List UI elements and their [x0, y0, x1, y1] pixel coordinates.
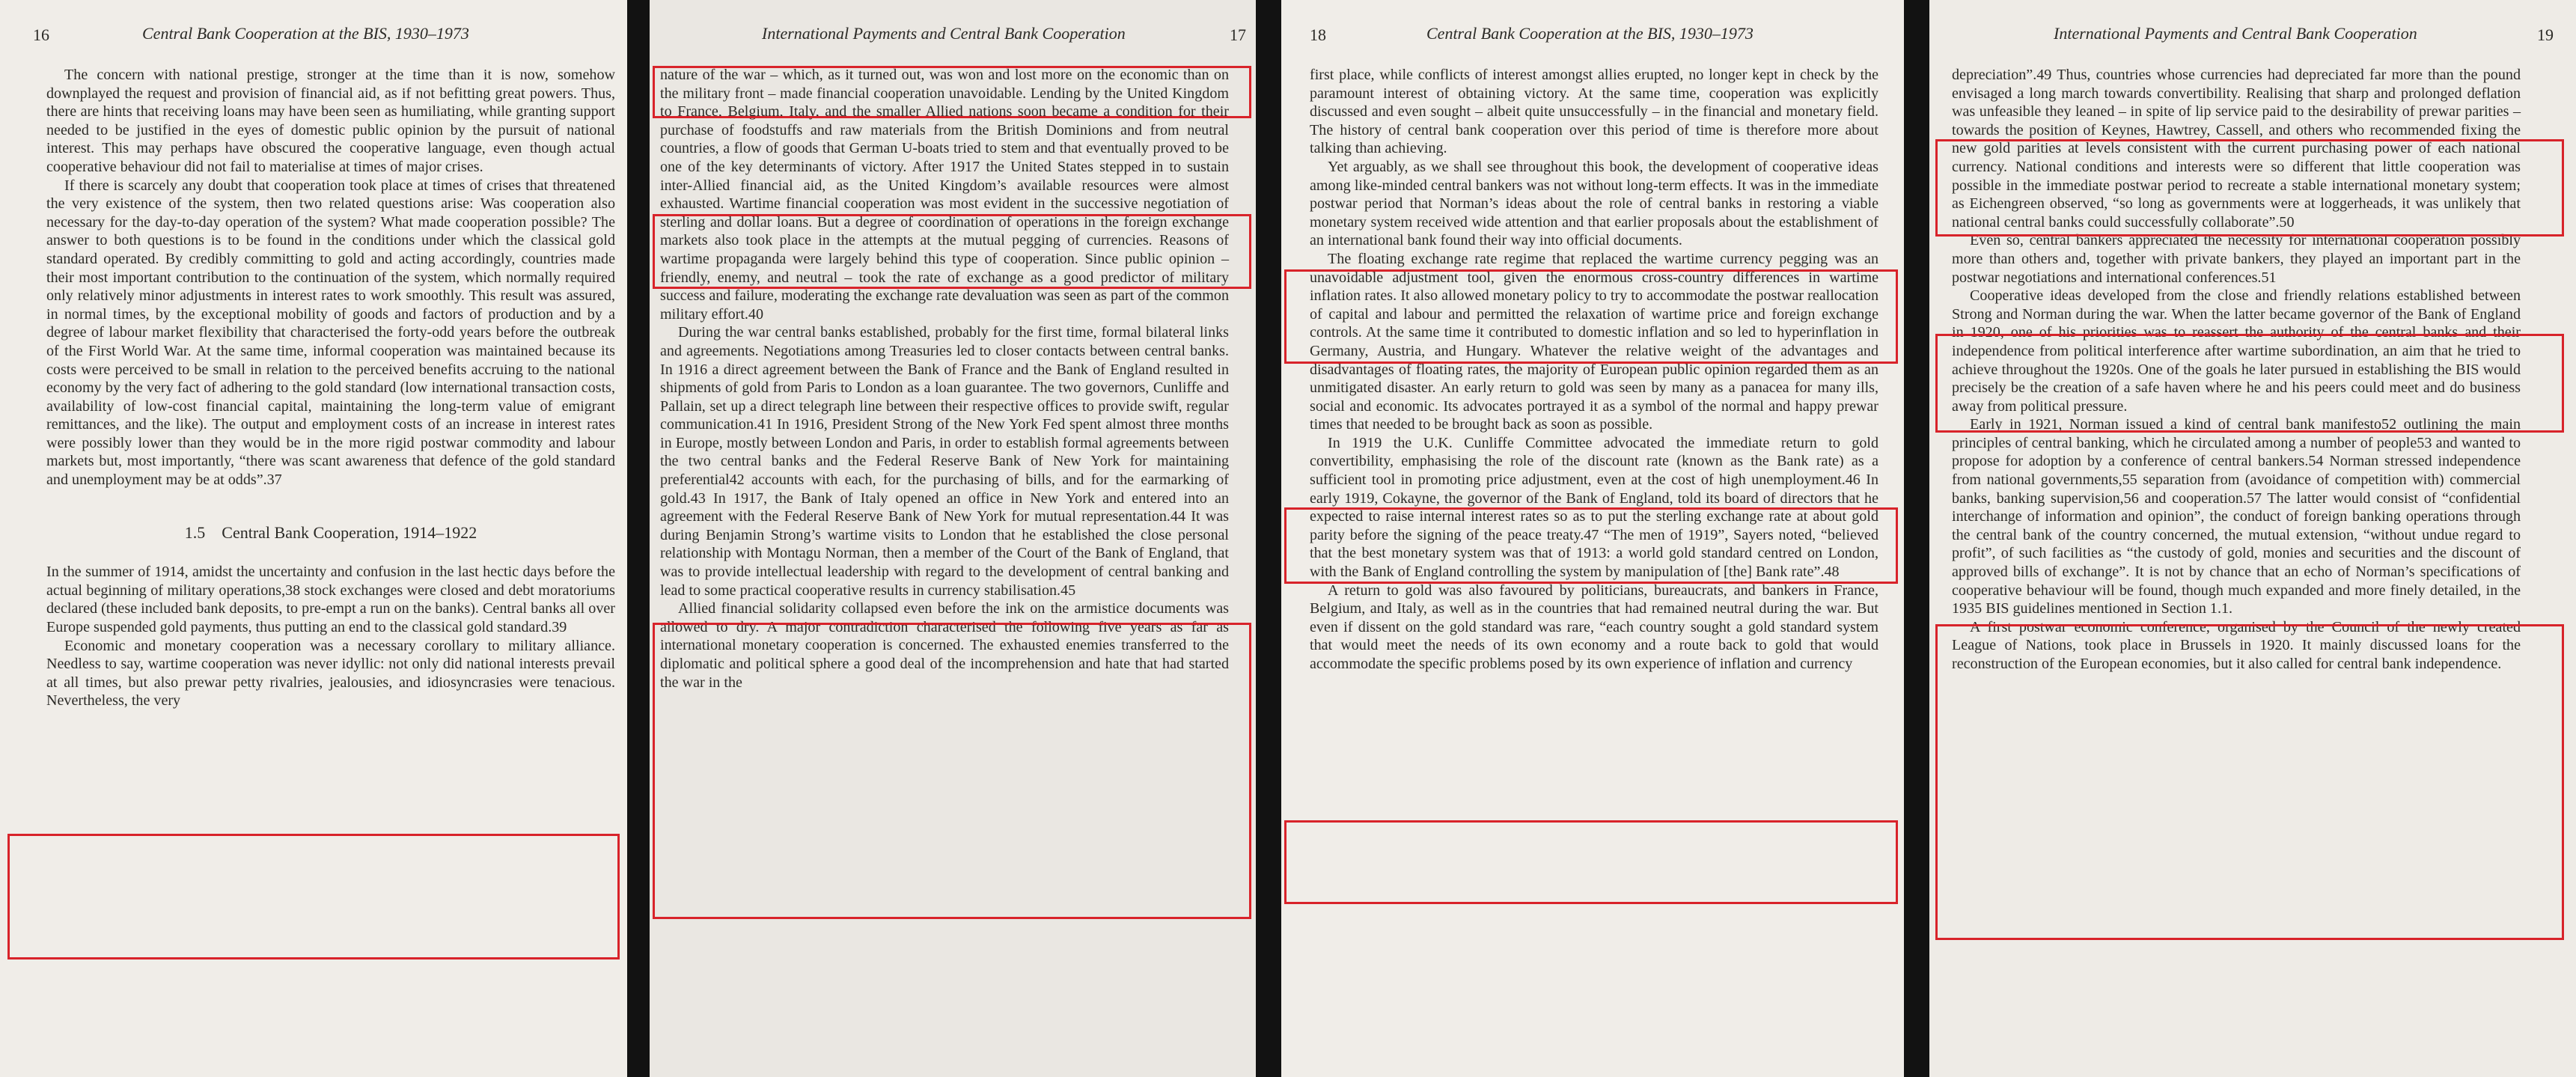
paragraph: Early in 1921, Norman issued a kind of central bank manifesto52 outlining the main principles of central banking, which he circulated among a number of people53 and wanted to propose for adoption by a conference of central bankers.54 Norman stressed independence from national governments,55 separation from (avoidance of competition with) commercial banks, banking supervision,56 and cooperation.57 The latter would consist of “confidential interchange of information and opinion”, the conduct of foreign banking operations through the central bank of the country concerned, the mutual extension, “without undue regard to profit”, of such facilities as “the custody of gold, monies and securities and the discount of approved bills of exchange”. It is not by chance that an echo of Norman’s specifications of cooperative behaviour will be found, though much expanded and more finely detailed, in the 1935 BIS guidelines mentioned in Section 1.1. — [1952, 416, 2521, 617]
paragraph: During the war central banks established, probably for the first time, formal bilateral links and agreements. Negotiations among Treasuries led to closer contacts between central banks. In 1916 a direct agreement between the Bank of France and the Bank of England resulted in shipments of gold from Paris to London as a loan guarantee. The two governors, Cunliffe and Pallain, set up a direct telegraph line between their respective offices to provide swift, regular communication.41 In 1916, President Strong of the New York Fed spent almost three months in Europe, mostly between London and Paris, in order to establish formal agreements between the two central banks and the Federal Reserve Bank of New York for maintaining preferential42 accounts with each, for the purchasing of bills, and for the earmarking of gold.43 In 1917, the Bank of Italy opened an office in New York and entered into an agreement with the Federal Reserve Bank of New York for mutual representation.44 It was during Benjamin Strong’s wartime visits to London that he established the close personal relationship with Montagu Norman, then a member of the Court of the Bank of England, that was to provide intellectual leadership with regard to the development of central banking and lead to some practical cooperative results in currency stabilisation.45 — [660, 324, 1229, 599]
paragraph: Cooperative ideas developed from the close and friendly relations established between Strong and Norman during the war. When the latter became governor of the Bank of England in 1920, one of his priorities was to reassert the authority of the central banks and their independence from political interference after wartime subordination, an aim that he tried to achieve throughout the 1920s. One of the goals he later pursued in establishing the BIS would precisely be the creation of a safe haven where he and his peers could meet and do business away from political pressure. — [1952, 287, 2521, 415]
paragraph: Economic and monetary cooperation was a necessary corollary to military alliance. Needless to say, wartime cooperation was never idyllic: not only did national interests prevail at all times, but also prewar petty rivalries, jealousies, and idiosyncrasies were tenacious. Nevertheless, the very — [46, 637, 615, 710]
book-page-16 — [0, 0, 627, 1077]
running-header: International Payments and Central Bank Cooperation — [2054, 24, 2417, 43]
paragraph: nature of the war – which, as it turned out, was won and lost more on the economic than on the military front – made financial cooperation unavoidable. Lending by the United Kingdom to France, Belgium, Italy, and the smaller Allied nations soon became a condition for their purchase of foodstuffs and raw materials from the British Dominions and from neutral countries, a flow of goods that German U-boats tried to stem and that eventually proved to be one of the key determinants of victory. After 1917 the United States stepped in to sustain inter-Allied financial aid, as the United Kingdom’s available resources were almost exhausted. Wartime financial cooperation was most evident in the successive negotiation of sterling and dollar loans. But a degree of coordination of operations in the foreign exchange markets also took place in the attempts at the mutual pegging of currencies. Reasons of wartime propaganda were largely behind this type of cooperation. Since public opinion – friendly, enemy, and neutral – took the rate of exchange as a good predictor of military success and failure, moderating the exchange rate devaluation was seen as part of the common military effort.40 — [660, 67, 1229, 323]
paragraph: Yet arguably, as we shall see throughout this book, the development of cooperative ideas among like-minded central bankers was not without long-term effects. It was in the immediate postwar period that Norman’s ideas about the role of central banks in restoring a viable monetary system received wide attention and that earlier proposals about the establishment of an international bank found their way into official documents. — [1310, 158, 1878, 249]
section-heading: 1.5 Central Bank Cooperation, 1914–1922 — [184, 522, 477, 542]
paragraph: If there is scarcely any doubt that cooperation took place at times of crises that threatened the very existence of the system, then two related questions arise: Was cooperation also necessary for the day-to-day operation of the system? What made cooperation possible? The answer to both questions is to be found in the conditions under which the classical gold standard operated. By credibly committing to gold and acting accordingly, countries made their most important contribution to the continuation of the system, which normally required only relatively minor adjustments in interest rates to work smoothly. This result was assured, in normal times, by the exceptional mobility of goods and factors of production and by a degree of labour market flexibility that characterised the forty-odd years before the outbreak of the First World War. At the same time, informal cooperation was maintained because its costs were perceived to be small in relation to the perceived benefits accruing to the national economy by the very fact of adhering to the gold standard (low international transaction costs, availability of low-cost financial capital, maintaining the long-term value of emigrant remittances, and the like). The output and employment costs of an increase in interest rates were possibly lower than they would be in the more rigid postwar commodity and labour markets but, most importantly, “there was scant awareness that defence of the gold standard and unemployment may be at odds”.37 — [46, 177, 615, 489]
paragraph: depreciation”.49 Thus, countries whose currencies had depreciated far more than the pound envisaged a long march towards convertibility. Realising that sharp and prolonged deflation was unfeasible they leaned – in spite of lip service paid to the desirability of prewar parities – towards the position of Keynes, Hawtrey, Cassell, and others who recommended fixing the new gold parities at levels consistent with the current purchasing power of each national currency. National conditions and interests were so different that little cooperation was possible in the immediate postwar period to recreate a stable international monetary system; as Eichengreen observed, “so long as governments were at loggerheads, it was unlikely that national central banks could successfully collaborate”.50 — [1952, 67, 2521, 231]
highlight-box — [1284, 820, 1898, 904]
paragraph: The floating exchange rate regime that replaced the wartime currency pegging was an unavoidable adjustment tool, given the enormous cross-country differences in wartime inflation rates. It also allowed monetary policy to try to accommodate the postwar reallocation of capital and labour and permitted the relaxation of wartime price and foreign exchange controls. At the same time it contributed to domestic inflation and so led to hyperinflation in Germany, Austria, and Hungary. Whatever the relative weight of the advantages and disadvantages of floating rates, the majority of European public opinion regarded them as an unmitigated disaster. An early return to gold was seen by many as a panacea for many ills, social and economic. Its advocates portrayed it as a symbol of the normal and happy prewar times that needed to be brought back as soon as possible. — [1310, 250, 1878, 433]
page-body — [660, 66, 1229, 692]
page-body — [1310, 66, 1878, 674]
running-header: Central Bank Cooperation at the BIS, 1930–1973 — [142, 24, 469, 43]
paragraph: Even so, central bankers appreciated the necessity for international cooperation possibly more than others and, together with private bankers, they played an important part in the postwar negotiations and international conferences.51 — [1952, 232, 2521, 286]
book-page-19 — [1929, 0, 2576, 1077]
paragraph: first place, while conflicts of interest amongst allies erupted, no longer kept in check by the paramount interest of obtaining victory. At the same time, cooperation was explicitly discussed and even sought – albeit quite unsuccessfully – in the financial and monetary field. The history of central bank cooperation over this period of time is therefore more about talking than achieving. — [1310, 67, 1878, 157]
paragraph: Allied financial solidarity collapsed even before the ink on the armistice documents was allowed to dry. A major contradiction characterised the following five years as far as international monetary cooperation is concerned. The exhausted enemies transferred to the diplomatic and political sphere a good deal of the incomprehension and hate that had started the war in the — [660, 600, 1229, 691]
running-header: Central Bank Cooperation at the BIS, 1930–1973 — [1426, 24, 1754, 43]
highlight-box — [7, 834, 620, 959]
running-header: International Payments and Central Bank Cooperation — [762, 24, 1126, 43]
page-body — [1952, 66, 2521, 674]
page-body — [46, 66, 615, 710]
paragraph: A return to gold was also favoured by politicians, bureaucrats, and bankers in France, Belgium, and Italy, as well as in the countries that had remained neutral during the war. But even if dissent on the gold standard was rare, “each country sought a gold standard system that would meet the needs of its own economy and a route back to gold that would accommodate the specific problems posed by its own experience of inflation and currency — [1310, 582, 1878, 672]
page-number: 16 — [33, 25, 49, 44]
page-number: 19 — [2537, 25, 2554, 44]
paragraph-highlighted: In the summer of 1914, amidst the uncertainty and confusion in the last hectic days before the actual beginning of military operations,38 stock exchanges were closed and debt moratoriums declared (these included bank deposits, to pre-empt a run on the banks). Central banks all over Europe suspended gold payments, thus putting an end to the classical gold standard.39 — [46, 564, 615, 636]
paragraph: The concern with national prestige, stronger at the time than it is now, somehow downplayed the request and provision of financial aid, as if not befitting great powers. Thus, there are hints that receiving loans may have been seen as humiliating, while granting support needed to be justified in the eyes of domestic public opinion by the pursuit of national interest. This may perhaps have obscured the cooperative language, even though actual cooperative behaviour did not fail to materialise at times of major crises. — [46, 67, 615, 175]
paragraph: A first postwar economic conference, organised by the Council of the newly created League of Nations, took place in Brussels in 1920. It mainly discussed loans for the reconstruction of the European economies, but it also called for central bank independence. — [1952, 618, 2521, 672]
paragraph: In 1919 the U.K. Cunliffe Committee advocated the immediate return to gold convertibility, emphasising the role of the discount rate (known as the Bank rate) as a sufficient tool in promoting price adjustment, even at the cost of high unemployment.46 In early 1919, Cokayne, the governor of the Bank of England, told its board of directors that he expected to raise internal interest rates so as to put the sterling exchange rate at about gold parity before the signing of the peace treaty.47 “The men of 1919”, Sayers noted, “believed that the best monetary system was that of 1913: a world gold standard centred on London, with the Bank of England controlling the system by manipulation of [the] Bank rate”.48 — [1310, 434, 1878, 581]
book-page-18 — [1281, 0, 1904, 1077]
page-number: 17 — [1230, 25, 1246, 44]
page-number: 18 — [1310, 25, 1326, 44]
book-page-17 — [650, 0, 1256, 1077]
